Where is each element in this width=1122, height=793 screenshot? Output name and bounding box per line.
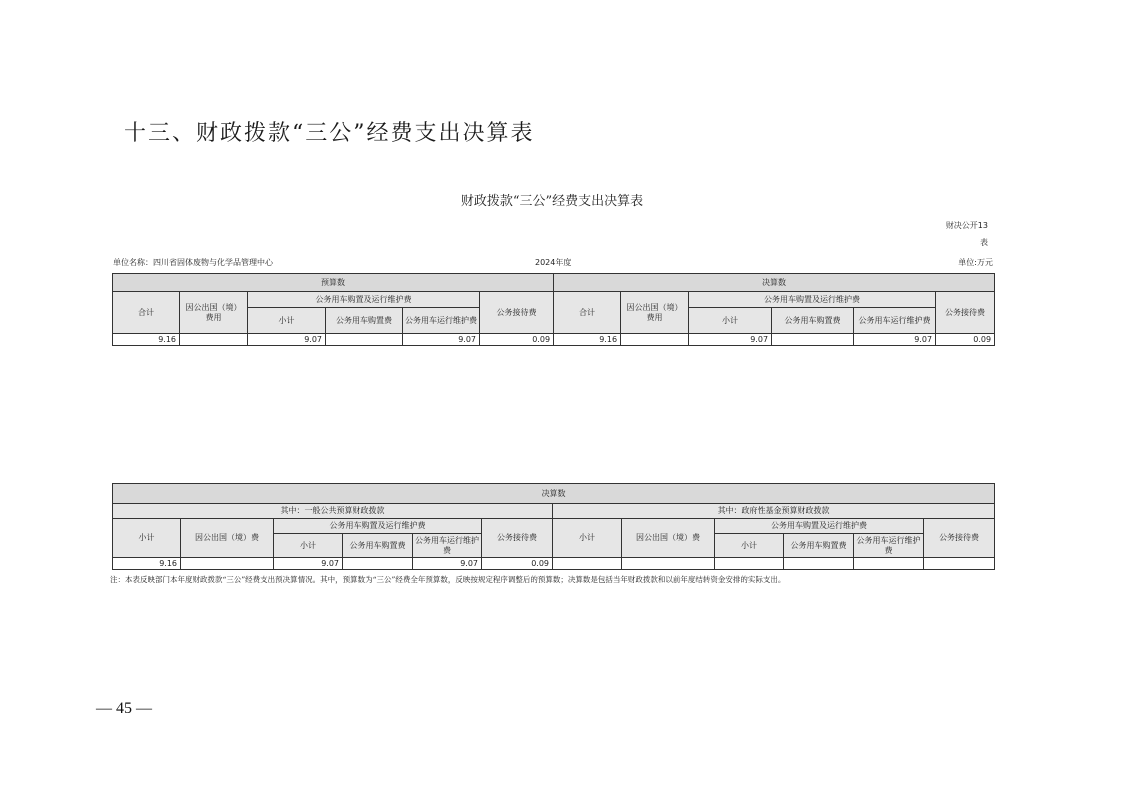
cell-general-purchase [343, 558, 413, 570]
col-vehicle-running: 公务用车运行维护费 [413, 534, 482, 558]
cell-budget-purchase [326, 334, 403, 346]
form-number: 财决公开13 [945, 221, 988, 230]
cell-fund-abroad [622, 558, 715, 570]
col-vehicle-group: 公务用车购置及运行维护费 [248, 292, 480, 308]
table-row [113, 292, 995, 308]
cell-general-subtotal: 9.16 [113, 558, 181, 570]
cell-final-purchase [772, 334, 854, 346]
final-header: 决算数 [554, 274, 995, 292]
cell-final-total: 9.16 [554, 334, 621, 346]
col-total: 合计 [554, 292, 621, 334]
col-vehicle-purchase: 公务用车购置费 [784, 534, 854, 558]
cell-final-subtotal: 9.07 [689, 334, 772, 346]
form-number-suffix: 表 [980, 238, 988, 247]
cell-budget-total: 9.16 [113, 334, 180, 346]
col-reception: 公务接待费 [936, 292, 995, 334]
col-inner-subtotal: 小计 [715, 534, 784, 558]
cell-final-running: 9.07 [854, 334, 936, 346]
col-vehicle-group: 公务用车购置及运行维护费 [689, 292, 936, 308]
col-reception: 公务接待费 [924, 519, 995, 558]
table-title: 财政拨款“三公”经费支出决算表 [460, 194, 644, 209]
cell-fund-subtotal [553, 558, 622, 570]
col-abroad: 因公出国（境）费 [181, 519, 274, 558]
table-meta-row [113, 257, 993, 269]
col-vehicle-purchase: 公务用车购置费 [343, 534, 413, 558]
table-row [113, 484, 995, 504]
col-vehicle-group: 公务用车购置及运行维护费 [274, 519, 482, 534]
fiscal-year: 2024年度 [535, 258, 572, 267]
cell-final-abroad [621, 334, 689, 346]
col-vehicle-purchase: 公务用车购置费 [772, 308, 854, 334]
col-reception: 公务接待费 [480, 292, 554, 334]
col-vehicle-purchase: 公务用车购置费 [326, 308, 403, 334]
cell-general-abroad [181, 558, 274, 570]
table-row [113, 504, 995, 519]
table-row [113, 558, 995, 570]
cell-budget-running: 9.07 [403, 334, 480, 346]
col-reception: 公务接待费 [482, 519, 553, 558]
final-header: 决算数 [113, 484, 995, 504]
table-row [113, 334, 995, 346]
col-vehicle-running: 公务用车运行维护费 [403, 308, 480, 334]
cell-fund-reception [924, 558, 995, 570]
col-subtotal: 小计 [248, 308, 326, 334]
cell-fund-running [854, 558, 924, 570]
final-breakdown-table [112, 483, 995, 570]
cell-fund-purchase [784, 558, 854, 570]
col-inner-subtotal: 小计 [274, 534, 343, 558]
col-vehicle-running: 公务用车运行维护费 [854, 534, 924, 558]
cell-budget-abroad [180, 334, 248, 346]
cell-fund-inner-subtotal [715, 558, 784, 570]
cell-general-reception: 0.09 [482, 558, 553, 570]
col-abroad: 因公出国（境）费 [622, 519, 715, 558]
col-abroad: 因公出国（境）费用 [621, 292, 689, 334]
money-unit: 单位:万元 [958, 258, 993, 267]
budget-final-table [112, 273, 995, 346]
cell-budget-reception: 0.09 [480, 334, 554, 346]
fund-budget-header: 其中：政府性基金预算财政拨款 [553, 504, 995, 519]
table-row [113, 274, 995, 292]
col-subtotal: 小计 [553, 519, 622, 558]
col-subtotal: 小计 [113, 519, 181, 558]
col-vehicle-group: 公务用车购置及运行维护费 [715, 519, 924, 534]
table-note: 注：本表反映部门本年度财政拨款“三公”经费支出预决算情况。其中，预算数为“三公”经费全年预算数，反映按规定程序调整后的预算数；决算数是包括当年财政拨款和以前年度结转资金安排的实际支出。 [110, 575, 786, 584]
col-vehicle-running: 公务用车运行维护费 [854, 308, 936, 334]
col-total: 合计 [113, 292, 180, 334]
cell-budget-subtotal: 9.07 [248, 334, 326, 346]
page-number: — 45 — [96, 700, 152, 717]
col-subtotal: 小计 [689, 308, 772, 334]
page-heading: 十三、财政拨款“三公”经费支出决算表 [124, 121, 535, 146]
col-abroad: 因公出国（境）费用 [180, 292, 248, 334]
table-row [113, 519, 995, 534]
cell-general-running: 9.07 [413, 558, 482, 570]
cell-final-reception: 0.09 [936, 334, 995, 346]
general-budget-header: 其中：一般公共预算财政拨款 [113, 504, 553, 519]
budget-header: 预算数 [113, 274, 554, 292]
unit-name: 单位名称：四川省固体废物与化学品管理中心 [113, 258, 273, 267]
cell-general-inner-subtotal: 9.07 [274, 558, 343, 570]
